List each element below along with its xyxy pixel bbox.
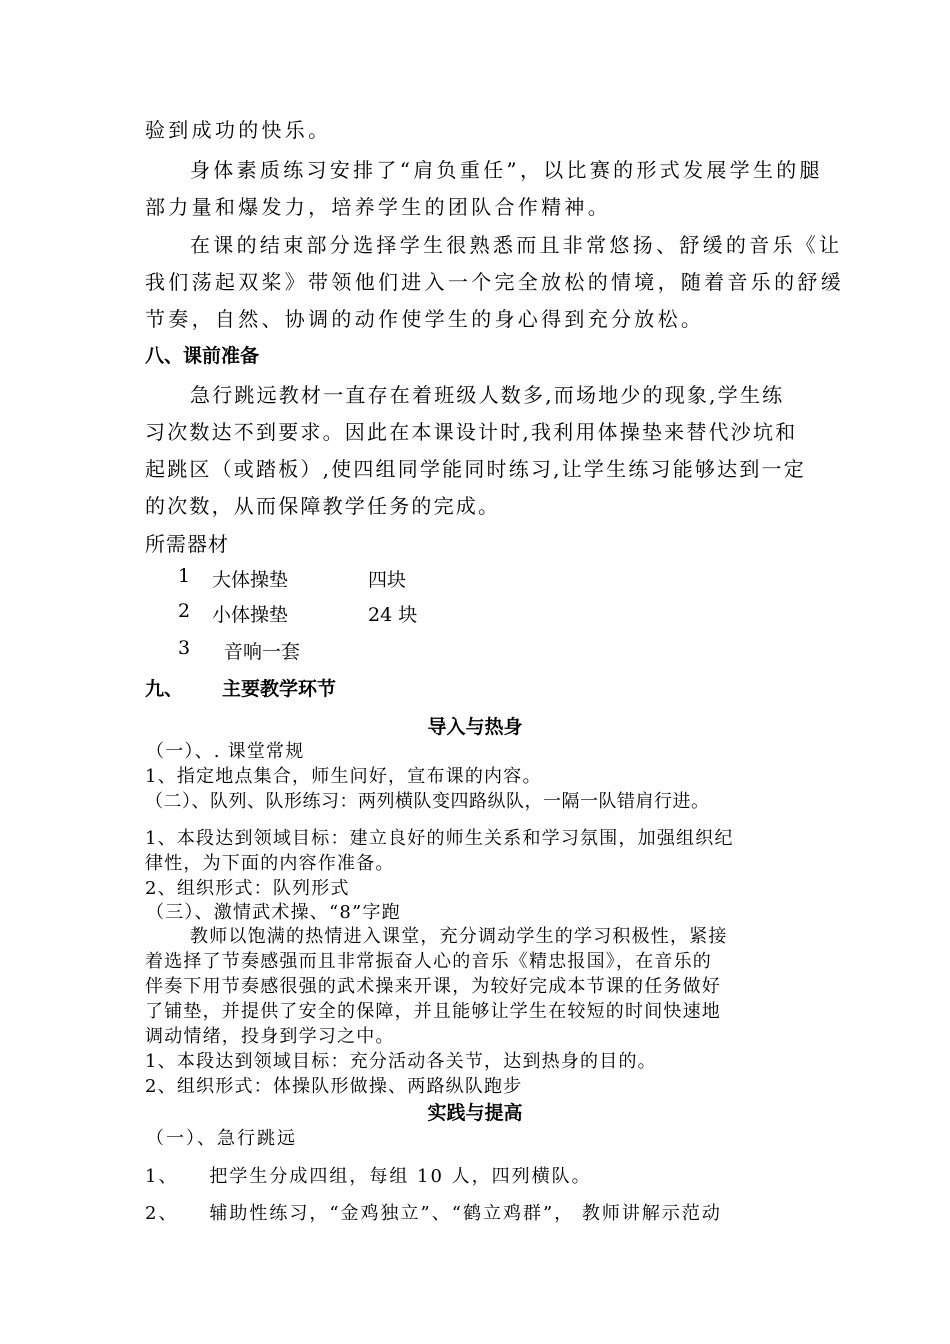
section-number-9: 九、: [145, 678, 184, 700]
section-heading-9: 主要教学环节: [222, 678, 337, 700]
paragraph-line: 伴奏下用节奏感很强的武术操来开课，为较好完成本节课的任务做好: [145, 976, 721, 997]
equipment-number: 3: [178, 637, 191, 659]
paragraph-line: 着选择了节奏感强而且非常振奋人心的音乐《精忠报国》，在音乐的: [145, 951, 712, 972]
paragraph-line: （二）、队列、队形练习：两列横队变四路纵队，一隔一队错肩行进。: [145, 791, 710, 812]
equipment-name: 音响一套: [224, 641, 301, 663]
paragraph-line: 起跳区（或踏板）,使四组同学能同时练习,让学生练习能够达到一定: [145, 457, 806, 481]
paragraph-line: 习次数达不到要求。因此在本课设计时,我利用体操垫来替代沙坑和: [145, 420, 798, 444]
paragraph-line: 身体素质练习安排了“肩负重任”，以比赛的形式发展学生的腿: [190, 158, 823, 182]
paragraph-line: 调动情绪，投身到学习之中。: [145, 1026, 395, 1047]
paragraph-line: 2、组织形式：队列形式: [145, 878, 350, 899]
paragraph-line: 在课的结束部分选择学生很熟悉而且非常悠扬、舒缓的音乐《让: [190, 233, 843, 257]
paragraph-line: （一）、. 课堂常规: [146, 741, 305, 762]
paragraph-line: 1、本段达到领域目标：充分活动各关节，达到热身的目的。: [145, 1051, 657, 1072]
paragraph-line: 1、 把学生分成四组，每组 10 人，四列横队。: [145, 1166, 592, 1187]
section-heading-8: 八、课前准备: [145, 345, 260, 367]
paragraph-line: 律性，为下面的内容作准备。: [145, 853, 395, 874]
part-title-warmup: 导入与热身: [427, 716, 523, 738]
paragraph-line: 的次数，从而保障教学任务的完成。: [145, 494, 501, 518]
paragraph-line: （三）、激情武术操、“8”字跑: [146, 902, 401, 923]
equipment-number: 1: [178, 565, 191, 587]
equipment-quantity: 四块: [368, 569, 407, 591]
paragraph-line: 验到成功的快乐。: [145, 118, 332, 142]
paragraph-line: 我们荡起双桨》带领他们进入一个完全放松的情境，随着音乐的舒缓: [145, 270, 844, 294]
paragraph-line: 部力量和爆发力，培养学生的团队合作精神。: [145, 195, 611, 219]
paragraph-line: （一）、急行跳远: [146, 1128, 297, 1149]
paragraph-line: 教师以饱满的热情进入课堂，充分调动学生的学习积极性，紧接: [190, 926, 728, 947]
paragraph-line: 2、 辅助性练习，“金鸡独立”、“鹤立鸡群”， 教师讲解示范动: [145, 1203, 722, 1224]
equipment-title: 所需器材: [145, 532, 229, 556]
paragraph-line: 了铺垫，并提供了安全的保障，并且能够让学生在较短的时间快速地: [145, 1001, 721, 1022]
paragraph-line: 2、组织形式：体操队形做操、两路纵队跑步: [145, 1076, 523, 1097]
equipment-name: 大体操垫: [212, 569, 289, 591]
equipment-number: 2: [178, 600, 191, 622]
paragraph-line: 节奏，自然、协调的动作使学生的身心得到充分放松。: [145, 307, 705, 331]
paragraph-line: 急行跳远教材一直存在着班级人数多,而场地少的现象,学生练: [190, 383, 785, 407]
part-title-practice: 实践与提高: [427, 1102, 523, 1124]
paragraph-line: 1、本段达到领域目标：建立良好的师生关系和学习氛围，加强组织纪: [145, 828, 734, 849]
equipment-name: 小体操垫: [212, 604, 289, 626]
paragraph-line: 1、指定地点集合，师生问好，宣布课的内容。: [145, 766, 542, 787]
equipment-quantity: 24 块: [368, 604, 418, 626]
